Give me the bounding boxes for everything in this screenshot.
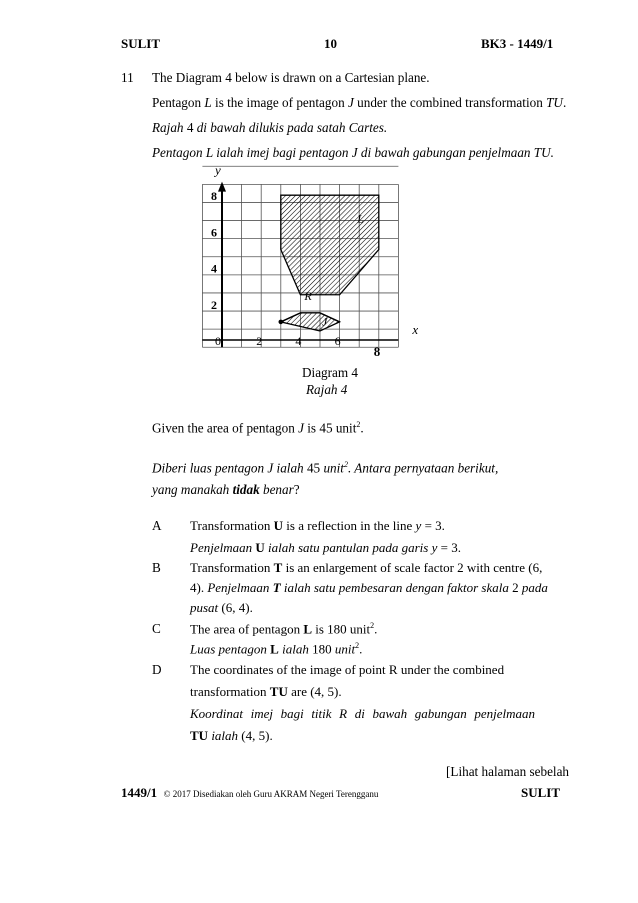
option-d-line-3: Koordinat imej bagi titik R di bawah gabungan penjelmaan xyxy=(190,706,535,721)
x-tick-label: 6 xyxy=(334,334,341,348)
option-a-letter: A xyxy=(152,518,162,533)
point-R-marker xyxy=(279,320,284,325)
diagram-caption: Diagram 4 xyxy=(302,365,359,380)
header-sulit: SULIT xyxy=(121,36,161,51)
question-malay-line-1: Rajah 4 di bawah dilukis pada satah Cartes. xyxy=(152,120,388,135)
option-b-line-1: Transformation T is an enlargement of scale factor 2 with centre (6, xyxy=(190,560,543,575)
pentagon-J xyxy=(281,313,340,331)
label-R: R xyxy=(304,289,312,304)
question-line-1: The Diagram 4 below is drawn on a Cartesian plane. xyxy=(152,70,430,85)
option-d-line-2: transformation TU are (4, 5). xyxy=(190,684,342,699)
option-b-line-3: pusat (6, 4). xyxy=(190,600,253,615)
option-b-line-2: 4). Penjelmaan T ialah satu pembesaran dengan faktor skala 2 pada xyxy=(190,580,548,595)
given-area: Given the area of pentagon J is 45 unit$^2$. xyxy=(152,420,364,436)
y-tick-label: 4 xyxy=(211,261,217,276)
option-c-malay: Luas pentagon L ialah 180 unit$^2$. xyxy=(190,641,363,657)
x-axis-label: x xyxy=(412,322,419,337)
header-paper-code: BK3 - 1449/1 xyxy=(481,36,554,51)
option-c-text: The area of pentagon L is 180 unit$^2$. xyxy=(190,621,378,637)
pentagon-L xyxy=(281,195,379,295)
page-number: 10 xyxy=(324,36,337,51)
x-tick-label: 0 xyxy=(215,334,221,348)
y-tick-label: 6 xyxy=(211,225,217,240)
y-tick-label: 8 xyxy=(211,189,217,204)
option-d-line-4: TU ialah (4, 5). xyxy=(190,728,273,743)
diagram-caption-malay: Rajah 4 xyxy=(306,382,348,397)
footer-left: 1449/1 © 2017 Disediakan oleh Guru AKRAM Negeri Terengganu xyxy=(121,785,379,800)
x-tick-label: 4 xyxy=(295,334,302,348)
y-tick-label: 2 xyxy=(211,297,217,312)
label-L: L xyxy=(357,211,364,226)
option-b-letter: B xyxy=(152,560,161,575)
question-malay-line-2: Pentagon L ialah imej bagi pentagon J di bawah gabungan penjelmaan TU. xyxy=(152,145,554,160)
question-number: 11 xyxy=(121,70,134,85)
option-d-letter: D xyxy=(152,662,162,677)
question-prompt-malay: yang manakah tidak benar? xyxy=(152,482,300,497)
y-axis-label: y xyxy=(215,162,221,178)
option-c-letter: C xyxy=(152,621,161,636)
label-J: J xyxy=(321,314,328,329)
question-line-2: Pentagon L is the image of pentagon J under the combined transformation TU. xyxy=(152,95,567,110)
x-tick-label: 2 xyxy=(256,334,263,348)
option-d-line-1: The coordinates of the image of point R under the combined xyxy=(190,662,505,677)
y-axis-arrow xyxy=(218,182,226,192)
next-page-note: [Lihat halaman sebelah xyxy=(446,764,570,779)
option-a-malay: Penjelmaan U ialah satu pantulan pada garis y = 3. xyxy=(190,540,461,555)
cartesian-diagram xyxy=(200,162,440,372)
footer-sulit: SULIT xyxy=(521,785,561,800)
given-area-malay: Diberi luas pentagon J ialah 45 unit$^2$. Antara pernyataan berikut, xyxy=(152,460,499,476)
option-a-text: Transformation U is a reflection in the line y = 3. xyxy=(190,518,445,533)
x-tick-label: 8 xyxy=(373,344,381,359)
